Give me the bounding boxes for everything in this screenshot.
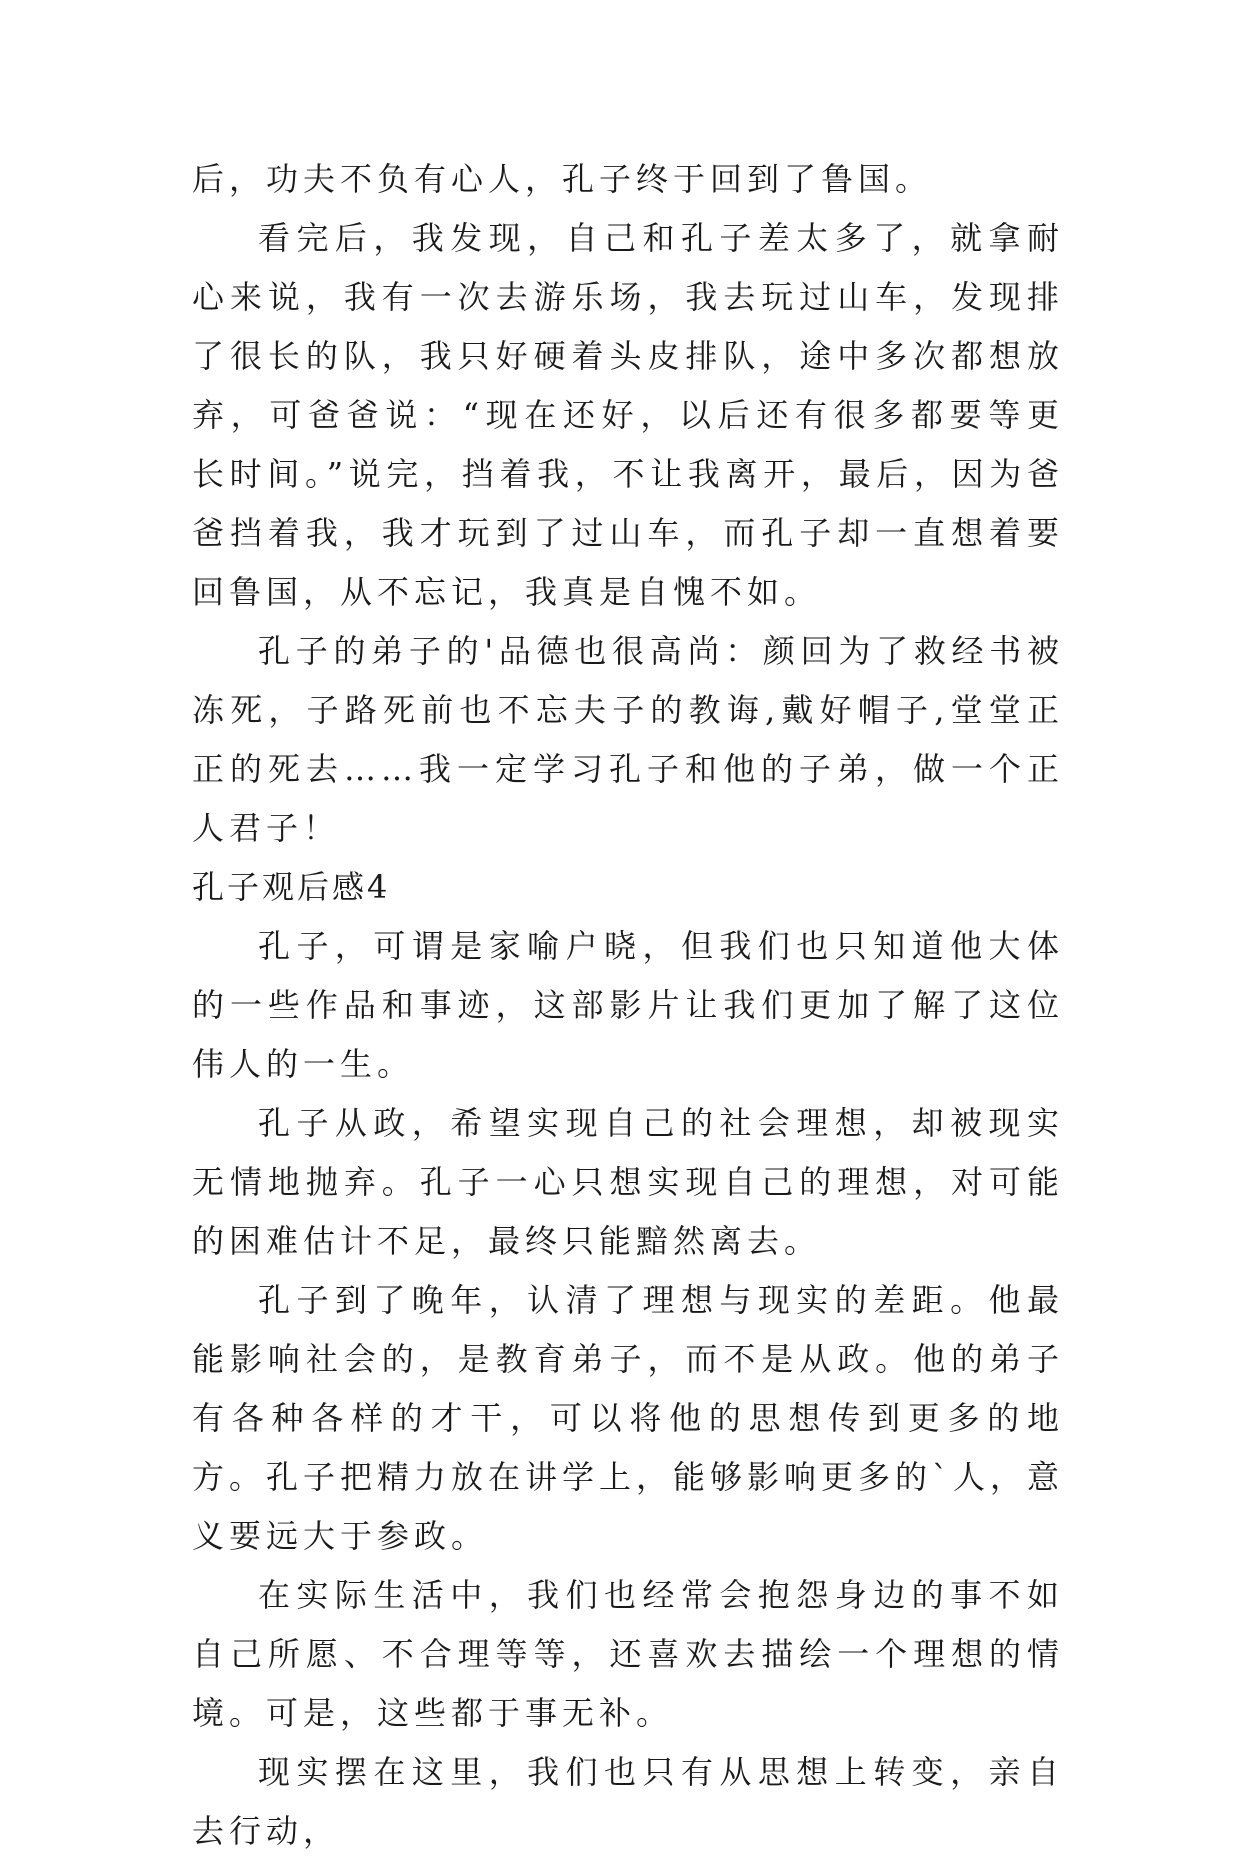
document-body xyxy=(192,150,1064,1861)
paragraph-7: 在实际生活中，我们也经常会抱怨身边的事不如自己所愿、不合理等等，还喜欢去描绘一个理想的情境。可是，这些都于事无补。 xyxy=(192,1576,1064,1732)
paragraph-1: 后，功夫不负有心人，孔子终于回到了鲁国。 xyxy=(192,160,933,198)
paragraph-3: 孔子的弟子的'品德也很高尚：颜回为了救经书被冻死，子路死前也不忘夫子的教诲,戴好帽子,堂堂正正的死去……我一定学习孔子和他的子弟，做一个正人君子！ xyxy=(192,632,1064,847)
paragraph-5: 孔子从政，希望实现自己的社会理想，却被现实无情地抛弃。孔子一心只想实现自己的理想，对可能的困难估计不足，最终只能黯然离去。 xyxy=(192,1104,1064,1260)
paragraph-6: 孔子到了晚年，认清了理想与现实的差距。他最能影响社会的，是教育弟子，而不是从政。他的弟子有各种各样的才干，可以将他的思想传到更多的地方。孔子把精力放在讲学上，能够影响更多的`人，意义要远大于参政。 xyxy=(192,1281,1065,1555)
section-heading: 孔子观后感4 xyxy=(192,868,391,906)
paragraph-8: 现实摆在这里，我们也只有从思想上转变，亲自去行动， xyxy=(192,1753,1064,1850)
paragraph-2: 看完后，我发现，自己和孔子差太多了，就拿耐心来说，我有一次去游乐场，我去玩过山车，发现排了很长的队，我只好硬着头皮排队，途中多次都想放弃，可爸爸说：“现在还好，以后还有很多都要等更长时间。”说完，挡着我，不让我离开，最后，因为爸爸挡着我，我才玩到了过山车，而孔子却一直想着要回鲁国，从不忘记，我真是自愧不如。 xyxy=(192,219,1064,611)
paragraph-4: 孔子，可谓是家喻户晓，但我们也只知道他大体的一些作品和事迹，这部影片让我们更加了解了这位伟人的一生。 xyxy=(192,927,1064,1083)
